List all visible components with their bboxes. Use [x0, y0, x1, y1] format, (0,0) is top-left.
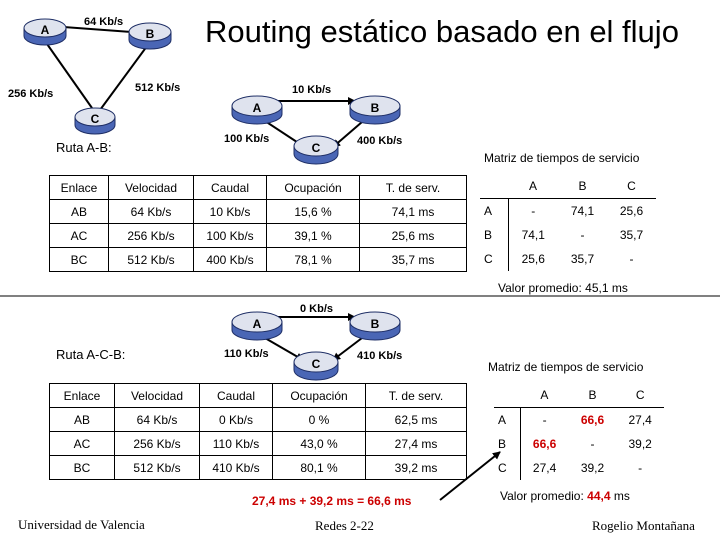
average-label-1: Valor promedio: 45,1 ms [498, 281, 628, 295]
link-table-2 [49, 383, 467, 480]
service-matrix-2 [494, 383, 664, 480]
table-row [50, 432, 467, 456]
table-header-cell: T. de serv. [366, 384, 467, 408]
router-a-2-label: A [252, 317, 262, 331]
matrix-cell: - [629, 252, 634, 266]
table-cell: 400 Kb/s [194, 248, 267, 272]
matrix-col-header: C [607, 174, 656, 199]
matrix-title-1: Matriz de tiempos de servicio [484, 151, 640, 165]
table-cell: 110 Kb/s [200, 432, 273, 456]
link-table-1 [49, 175, 467, 272]
average-value-2: 44,4 [587, 489, 611, 503]
table-cell: 80,1 % [273, 456, 366, 480]
matrix-row [494, 432, 664, 456]
matrix-row [480, 247, 656, 271]
router-b-2 [350, 312, 400, 340]
matrix-row-header: C [480, 247, 508, 271]
table-cell: 43,0 % [273, 432, 366, 456]
flow-ab-label-1: 10 Kb/s [292, 84, 332, 96]
average-label-2 [500, 489, 630, 503]
matrix-col-header: B [569, 383, 617, 408]
table-cell: 512 Kb/s [109, 248, 194, 272]
table-cell: 100 Kb/s [194, 224, 267, 248]
matrix-row-header: C [494, 456, 520, 480]
matrix-cell: 39,2 [628, 437, 652, 451]
matrix-cell: 74,1 [570, 204, 595, 218]
table-cell: 256 Kb/s [115, 432, 200, 456]
matrix-row-header: B [480, 223, 508, 247]
matrix-col-header: A [508, 174, 558, 199]
matrix-row [480, 223, 656, 247]
table-cell: 25,6 ms [360, 224, 467, 248]
table-cell: 35,7 ms [360, 248, 467, 272]
table-row [50, 224, 467, 248]
matrix-cell: - [590, 437, 595, 451]
matrix-cell: - [542, 413, 547, 427]
table-row [50, 248, 467, 272]
top-link-bc-label: 512 Kb/s [135, 82, 181, 94]
table-cell: 0 % [273, 408, 366, 432]
table-row [50, 456, 467, 480]
table-cell: 62,5 ms [366, 408, 467, 432]
matrix-cell: - [580, 228, 585, 242]
table-cell: BC [50, 456, 115, 480]
matrix-cell: 27,4 [532, 461, 557, 475]
table-cell: 256 Kb/s [109, 224, 194, 248]
table-cell: BC [50, 248, 109, 272]
table-cell: 64 Kb/s [115, 408, 200, 432]
sum-note: 27,4 ms + 39,2 ms = 66,6 ms [252, 494, 412, 508]
matrix-row-header: B [494, 432, 520, 456]
service-matrix-1 [480, 174, 656, 271]
table-header-cell: Caudal [194, 176, 267, 200]
flow-ab-label-2: 0 Kb/s [300, 303, 334, 315]
router-c-1 [294, 136, 338, 164]
average-prefix-2: Valor promedio: [500, 489, 588, 503]
flow-ac-label-2: 110 Kb/s [224, 348, 269, 360]
matrix-row [480, 199, 656, 224]
table-header-cell: Velocidad [115, 384, 200, 408]
table-header-row [50, 384, 467, 408]
table-cell: AC [50, 224, 109, 248]
table-cell: 410 Kb/s [200, 456, 273, 480]
table-cell: 27,4 ms [366, 432, 467, 456]
table-cell: 78,1 % [267, 248, 360, 272]
table-cell: 39,1 % [267, 224, 360, 248]
table-header-cell: T. de serv. [360, 176, 467, 200]
router-a-top-label: A [40, 23, 50, 37]
route-label-2: Ruta A-C-B: [56, 347, 126, 362]
table-row [50, 200, 467, 224]
table-header-cell: Enlace [50, 384, 115, 408]
matrix-header-row [480, 174, 656, 199]
table-header-cell: Enlace [50, 176, 109, 200]
table-cell: AB [50, 408, 115, 432]
table-header-row [50, 176, 467, 200]
table-header-cell: Ocupación [273, 384, 366, 408]
router-b-2-label: B [370, 317, 380, 331]
matrix-row-header: A [494, 408, 520, 433]
router-c-top [75, 108, 115, 134]
matrix-col-header: A [520, 383, 569, 408]
footer-center: Redes 2-22 [315, 518, 374, 533]
matrix-cell-highlight: 66,6 [580, 413, 605, 427]
matrix-col-header: C [616, 383, 664, 408]
router-a-1 [232, 96, 282, 124]
matrix-cell: 27,4 [628, 413, 652, 427]
page-title: Routing estático basado en el flujo [205, 14, 679, 49]
router-c-2-label: C [311, 357, 321, 371]
matrix-header-row [494, 383, 664, 408]
table-header-cell: Ocupación [267, 176, 360, 200]
table-cell: 74,1 ms [360, 200, 467, 224]
flow-bc-label-1: 400 Kb/s [357, 135, 403, 147]
table-cell: 39,2 ms [366, 456, 467, 480]
router-a-top [24, 19, 66, 45]
matrix-cell: 74,1 [521, 228, 545, 242]
route-label-1: Ruta A-B: [56, 140, 112, 155]
router-c-top-label: C [90, 112, 100, 126]
matrix-title-2: Matriz de tiempos de servicio [488, 360, 644, 374]
matrix-cell: 35,7 [570, 252, 595, 266]
router-a-1-label: A [252, 101, 262, 115]
table-cell: 512 Kb/s [115, 456, 200, 480]
flow-ac-label-1: 100 Kb/s [224, 133, 270, 145]
matrix-col-header: B [558, 174, 607, 199]
router-a-2 [232, 312, 282, 340]
top-link-ab-label: 64 Kb/s [84, 16, 124, 28]
footer-left: Universidad de Valencia [18, 517, 145, 532]
matrix-cell: 35,7 [619, 228, 644, 242]
table-cell: 0 Kb/s [200, 408, 273, 432]
router-b-1 [350, 96, 400, 124]
table-header-cell: Velocidad [109, 176, 194, 200]
matrix-cell: - [638, 461, 643, 475]
matrix-cell: 39,2 [580, 461, 605, 475]
table-cell: 15,6 % [267, 200, 360, 224]
flow-bc-label-2: 410 Kb/s [357, 350, 403, 362]
matrix-row [494, 456, 664, 480]
matrix-row [494, 408, 664, 433]
matrix-cell-highlight: 66,6 [532, 437, 557, 451]
router-b-top-label: B [145, 27, 155, 41]
router-c-2 [294, 352, 338, 380]
table-cell: 10 Kb/s [194, 200, 267, 224]
table-cell: AC [50, 432, 115, 456]
table-cell: AB [50, 200, 109, 224]
matrix-cell: 25,6 [619, 204, 644, 218]
average-suffix-2: ms [610, 489, 630, 503]
router-b-top [129, 23, 171, 49]
router-b-1-label: B [370, 101, 380, 115]
footer-right: Rogelio Montañana [592, 518, 695, 533]
top-link-ac-label: 256 Kb/s [8, 88, 54, 100]
table-cell: 64 Kb/s [109, 200, 194, 224]
matrix-cell: 25,6 [521, 252, 545, 266]
matrix-row-header: A [480, 199, 508, 224]
router-c-1-label: C [311, 141, 321, 155]
table-row [50, 408, 467, 432]
matrix-cell: - [531, 204, 536, 218]
table-header-cell: Caudal [200, 384, 273, 408]
